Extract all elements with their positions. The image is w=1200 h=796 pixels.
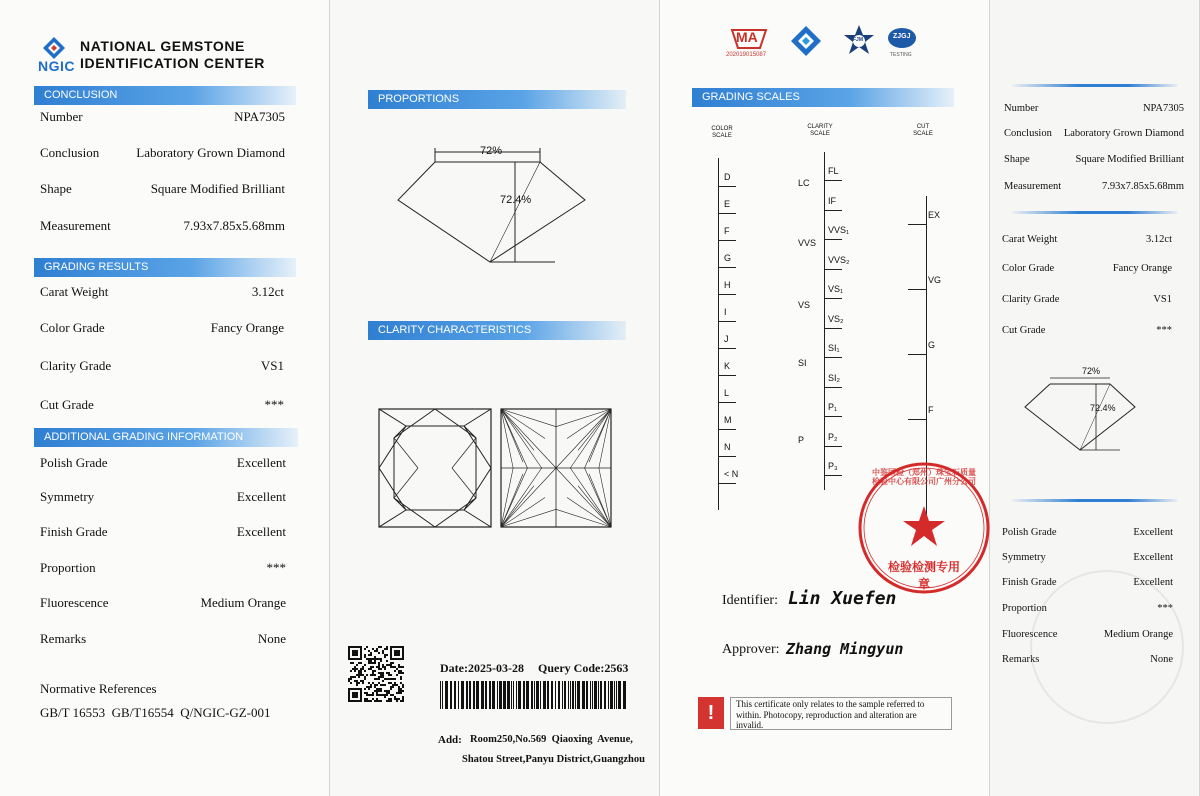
section-header-proportions: PROPORTIONS	[368, 90, 626, 109]
summary-top-row	[1004, 154, 1184, 174]
summary-proportion-diagram	[1020, 372, 1160, 454]
color-scale-grade: E	[724, 199, 731, 209]
normative-title: Normative References	[40, 681, 157, 696]
clarity-scale-grade: VVS₂	[828, 254, 850, 265]
identifier-signature: Lin Xuefen	[788, 588, 897, 609]
clarity-scale-tick	[824, 416, 842, 417]
additional-label: Fluorescence	[40, 595, 109, 610]
grading-value: Fancy Orange	[210, 320, 284, 335]
conclusion-label: Number	[40, 109, 83, 124]
summary-bottom-label: Fluorescence	[1002, 629, 1058, 640]
summary-top-row	[1004, 128, 1184, 148]
clarity-scale-grade: VVS₁	[828, 225, 850, 235]
summary-mid-label: Color Grade	[1002, 263, 1055, 274]
additional-label: Polish Grade	[40, 455, 108, 470]
summary-top-label: Conclusion	[1004, 128, 1052, 139]
conclusion-value: Laboratory Grown Diamond	[136, 145, 285, 160]
additional-value: Excellent	[236, 489, 286, 504]
color-scale-axis	[718, 158, 719, 510]
color-scale-grade: L	[724, 388, 730, 398]
divider-mid	[1012, 211, 1178, 214]
address-line1: Room250,No.569 Qiaoxing Avenue,	[470, 734, 633, 745]
cut-scale-tick	[908, 419, 926, 420]
additional-value: ***	[266, 560, 286, 575]
clarity-scale-grade: SI₂	[828, 372, 840, 383]
summary-depth-percentage: 72.4%	[1090, 403, 1116, 413]
summary-mid-row	[1002, 294, 1172, 314]
cut-scale-grade: G	[928, 340, 936, 350]
conclusion-value: NPA7305	[234, 109, 285, 124]
summary-mid-label: Clarity Grade	[1002, 294, 1060, 305]
additional-label: Finish Grade	[40, 524, 108, 539]
cut-scale-grade: VG	[928, 275, 942, 285]
cut-scale-grade: EX	[928, 210, 941, 220]
summary-table-percentage: 72%	[1082, 366, 1101, 376]
section-header-clarity-characteristics: CLARITY CHARACTERISTICS	[368, 321, 626, 340]
conclusion-value: Square Modified Brilliant	[150, 181, 285, 196]
panel-results	[0, 0, 330, 796]
grading-label: Cut Grade	[40, 397, 94, 412]
additional-value: Excellent	[236, 524, 286, 539]
clarity-scale-tick	[824, 239, 842, 240]
color-scale-grade: I	[724, 307, 727, 317]
additional-row	[40, 489, 286, 509]
org-name-line2: IDENTIFICATION CENTER	[80, 55, 266, 71]
clarity-scale-tick	[824, 210, 842, 211]
identifier-label: Identifier:	[722, 593, 778, 608]
conclusion-row	[40, 109, 285, 129]
grading-row	[40, 320, 284, 340]
clarity-scale-tick	[824, 475, 842, 476]
summary-mid-value: ***	[1156, 325, 1172, 336]
additional-row	[40, 560, 286, 580]
summary-bottom-row	[1002, 527, 1173, 547]
clarity-group-label: VS	[798, 300, 811, 310]
cma-logo-icon: MA	[728, 27, 770, 51]
color-scale-tick	[718, 402, 736, 403]
normative-text: GB/T 16553 GB/T16554 Q/NGIC-GZ-001	[40, 705, 271, 720]
conclusion-label: Shape	[40, 181, 72, 196]
conclusion-label: Conclusion	[40, 145, 100, 160]
cnas-logo-icon	[790, 25, 822, 57]
warning-icon: !	[698, 697, 724, 729]
approver-label: Approver:	[722, 642, 780, 657]
date-text: Date:2025-03-28	[440, 661, 524, 675]
address-line2: Shatou Street,Panyu District,Guangzhou	[462, 754, 645, 765]
conclusion-row	[40, 181, 285, 201]
crown-plot-diagram	[378, 408, 494, 530]
additional-label: Proportion	[40, 560, 96, 575]
watermark-emblem	[1030, 570, 1184, 724]
summary-mid-value: VS1	[1153, 294, 1172, 305]
color-scale-grade: M	[724, 415, 732, 425]
additional-row	[40, 595, 286, 615]
summary-bottom-value: Excellent	[1133, 552, 1173, 563]
testing-text: TESTING	[890, 52, 912, 58]
additional-value: Excellent	[236, 455, 286, 470]
conclusion-value: 7.93x7.85x5.68mm	[183, 218, 285, 233]
summary-top-value: Square Modified Brilliant	[1075, 154, 1184, 165]
color-scale-tick	[718, 456, 736, 457]
clarity-scale-grade: VS₂	[828, 313, 844, 324]
clarity-scale-tick	[824, 357, 842, 358]
color-scale-tick	[718, 294, 736, 295]
query-code-text: Query Code:2563	[538, 661, 629, 675]
org-name-line1: NATIONAL GEMSTONE	[80, 38, 245, 54]
summary-top-row	[1004, 103, 1184, 123]
summary-bottom-label: Finish Grade	[1002, 577, 1057, 588]
summary-mid-label: Cut Grade	[1002, 325, 1046, 336]
grading-row	[40, 284, 284, 304]
clarity-scale-tick	[824, 446, 842, 447]
summary-top-value: 7.93x7.85x5.68mm	[1102, 181, 1184, 192]
seal-ring-text: 中鉴国检（郑州）珠宝石质量检验中心有限公司广州分公司	[872, 468, 976, 486]
section-header-grading-results: GRADING RESULTS	[34, 258, 296, 277]
barcode-icon	[440, 681, 630, 709]
cut-scale-tick	[908, 289, 926, 290]
cut-scale-grade: F	[928, 405, 934, 415]
clarity-scale-grade: P₃	[828, 461, 838, 471]
cut-scale-tick	[908, 354, 926, 355]
clarity-scale-title: CLARITY SCALE	[807, 124, 833, 137]
cut-scale-title: CUT SCALE	[913, 124, 933, 137]
divider-top	[1012, 84, 1178, 87]
color-scale-tick	[718, 321, 736, 322]
additional-value: None	[257, 631, 286, 646]
color-scale-grade: K	[724, 361, 731, 371]
pavilion-plot-diagram	[500, 408, 612, 530]
summary-top-label: Shape	[1004, 154, 1030, 165]
seal-bottom-text: 检验检测专用章	[887, 560, 960, 591]
qr-code-icon[interactable]	[348, 646, 404, 702]
color-scale-title: COLOR SCALE	[711, 126, 733, 139]
grading-value: ***	[264, 397, 284, 412]
conclusion-label: Measurement	[40, 218, 111, 233]
summary-bottom-value: None	[1150, 654, 1173, 665]
zjgj-logo-icon: ZJGJ	[886, 26, 918, 50]
clarity-scale-grade: FL	[828, 166, 839, 176]
clarity-scale-grade: VS₁	[828, 284, 844, 294]
color-scale-grade: H	[724, 280, 731, 290]
color-scale-tick	[718, 483, 736, 484]
cma-number: 202019015087	[726, 52, 767, 58]
grading-row	[40, 358, 284, 378]
additional-value: Medium Orange	[200, 595, 286, 610]
panel-grading-scales	[660, 0, 990, 796]
approver-signature: Zhang Mingyun	[786, 640, 904, 658]
clarity-scale-axis	[824, 152, 825, 490]
clarity-scale-grade: IF	[828, 195, 836, 206]
grading-value: 3.12ct	[251, 284, 284, 299]
clarity-scale-tick	[824, 298, 842, 299]
clarity-scale-grade: P₁	[828, 402, 838, 412]
summary-bottom-label: Proportion	[1002, 603, 1047, 614]
clarity-group-label: SI	[798, 358, 807, 368]
summary-bottom-value: Excellent	[1133, 527, 1173, 538]
summary-mid-row	[1002, 263, 1172, 283]
clarity-scale-tick	[824, 328, 842, 329]
summary-top-value: Laboratory Grown Diamond	[1063, 128, 1184, 139]
section-header-conclusion: CONCLUSION	[34, 86, 296, 105]
clarity-group-label: VVS	[798, 238, 817, 248]
color-scale-grade: J	[724, 334, 729, 344]
summary-top-value: NPA7305	[1142, 103, 1184, 114]
logo-abbreviation: NGIC	[38, 58, 75, 74]
conclusion-row	[40, 218, 285, 238]
fjm-star-logo-icon: FJM	[843, 24, 875, 56]
summary-bottom-row	[1002, 552, 1173, 572]
clarity-scale-tick	[824, 387, 842, 388]
color-scale-grade: < N	[724, 469, 739, 479]
additional-row	[40, 631, 286, 651]
color-scale-tick	[718, 348, 736, 349]
summary-mid-value: Fancy Orange	[1112, 263, 1172, 274]
section-header-additional: ADDITIONAL GRADING INFORMATION	[34, 428, 298, 447]
clarity-group-label: P	[798, 435, 805, 445]
clarity-group-label: LC	[798, 178, 810, 188]
grading-label: Carat Weight	[40, 284, 109, 299]
clarity-scale-tick	[824, 269, 842, 270]
table-percentage: 72%	[480, 145, 503, 157]
additional-label: Symmetry	[40, 489, 95, 504]
panel-summary-card	[990, 0, 1200, 796]
color-scale-grade: D	[724, 172, 731, 182]
summary-top-row	[1004, 181, 1184, 201]
grading-row	[40, 397, 284, 417]
notice-text: This certificate only relates to the sample referred to within. Photocopy, reproduction and alteration are invalid.	[736, 699, 925, 730]
summary-mid-value: 3.12ct	[1146, 234, 1172, 245]
address-label: Add:	[438, 734, 462, 746]
conclusion-row	[40, 145, 285, 165]
summary-bottom-label: Symmetry	[1002, 552, 1046, 563]
clarity-scale-grade: SI₁	[828, 343, 840, 353]
summary-mid-row	[1002, 325, 1172, 345]
notice-box	[730, 697, 952, 730]
color-scale-tick	[718, 429, 736, 430]
section-header-grading-scales: GRADING SCALES	[692, 88, 954, 107]
summary-bottom-value: Medium Orange	[1103, 629, 1173, 640]
panel-proportions	[330, 0, 660, 796]
summary-bottom-value: Excellent	[1133, 577, 1173, 588]
divider-bottom	[1012, 499, 1178, 502]
clarity-scale-grade: P₂	[828, 431, 838, 442]
color-scale-tick	[718, 240, 736, 241]
clarity-scale-tick	[824, 180, 842, 181]
summary-top-label: Number	[1004, 103, 1039, 114]
color-scale-tick	[718, 213, 736, 214]
color-scale-grade: F	[724, 226, 730, 236]
color-scale-tick	[718, 375, 736, 376]
depth-percentage: 72.4%	[500, 194, 532, 206]
additional-label: Remarks	[40, 631, 87, 646]
ngic-logo-icon	[42, 36, 66, 60]
additional-row	[40, 455, 286, 475]
grading-label: Color Grade	[40, 320, 105, 335]
summary-mid-label: Carat Weight	[1002, 234, 1058, 245]
color-scale-grade: G	[724, 253, 732, 263]
grading-label: Clarity Grade	[40, 358, 112, 373]
additional-row	[40, 524, 286, 544]
summary-mid-row	[1002, 234, 1172, 254]
official-seal	[856, 460, 992, 596]
summary-bottom-label: Polish Grade	[1002, 527, 1057, 538]
color-scale-tick	[718, 186, 736, 187]
grading-value: VS1	[260, 358, 284, 373]
color-scale-tick	[718, 267, 736, 268]
color-scale-grade: N	[724, 442, 731, 452]
cut-scale-tick	[908, 224, 926, 225]
summary-bottom-label: Remarks	[1002, 654, 1040, 665]
summary-bottom-value: ***	[1157, 603, 1173, 614]
summary-top-label: Measurement	[1004, 181, 1062, 192]
